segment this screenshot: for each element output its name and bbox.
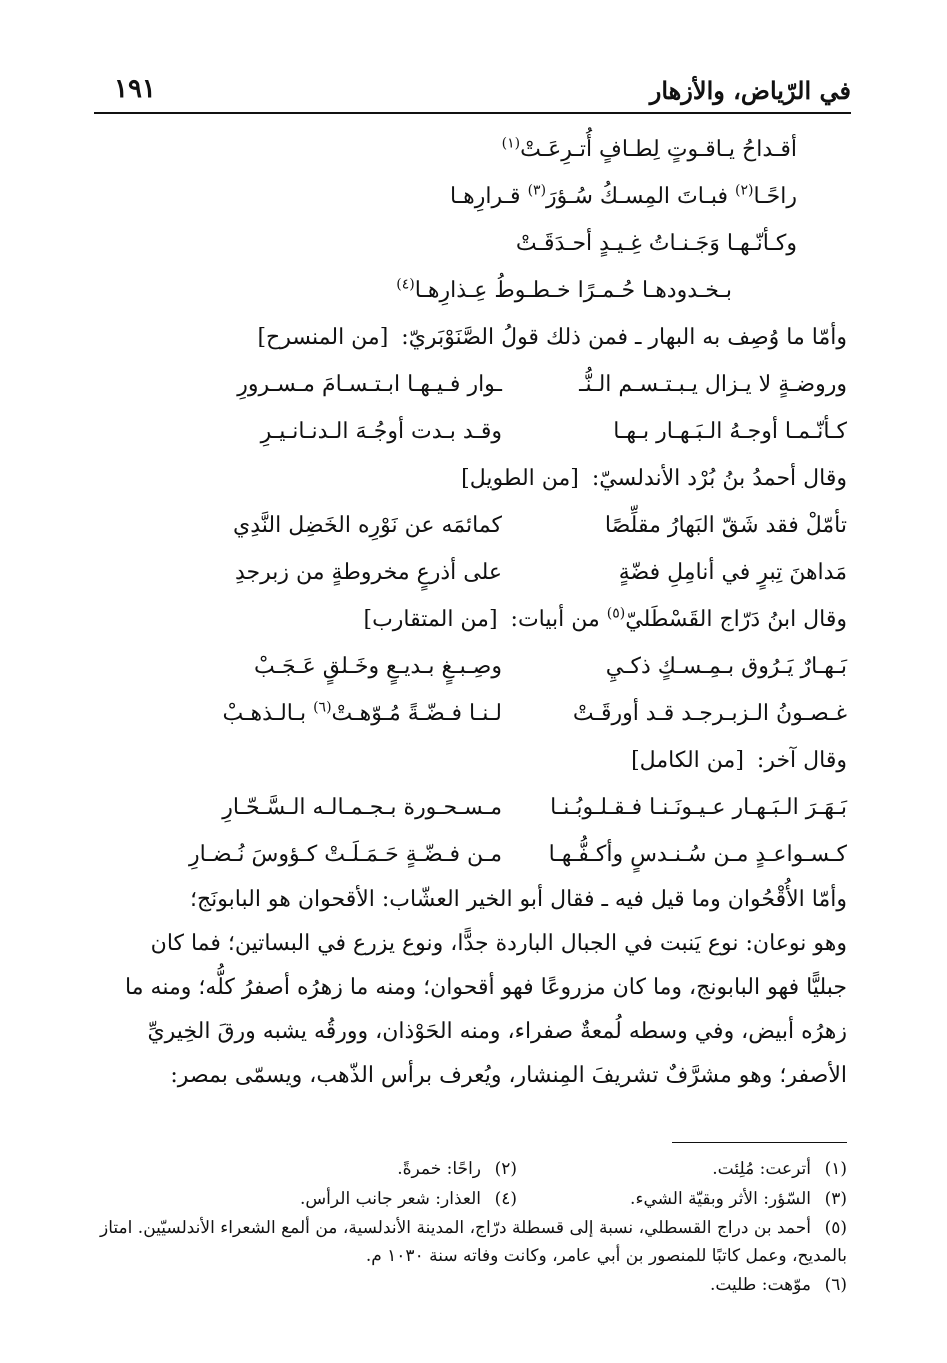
verse-text: راحًـا (753, 184, 797, 209)
footnote-row (100, 1270, 847, 1300)
verse-text: قـرارِهـا (449, 184, 528, 209)
verse-text: وكـأنّـهـا وَجَـنـاتُ غِـيـدٍ أحـدَقَـتْ (515, 231, 797, 256)
footnote-ref: (٥) (606, 605, 626, 622)
hemistich-second: مـن فـضّـةٍ حَـمَـلَـتْ كـؤوسَ نُـضـارِ (189, 842, 502, 867)
verse-text: أقـداحُ يـاقـوتٍ لِطـافٍ أُتـرِعَـتْ (520, 137, 797, 162)
hemistich-first: مَداهنَ تِبرٍ في أنامِلِ فضّةٍ (618, 560, 847, 585)
footnote (517, 1184, 847, 1214)
header-rule (94, 112, 851, 114)
couplet (100, 408, 847, 455)
couplet (100, 549, 847, 596)
footnote (187, 1154, 517, 1184)
verse-intro (100, 314, 847, 361)
hemistich-second: ـوار فـيـهـا ابـتـسـامَ مـسـرورِ (237, 372, 502, 397)
footnote-number: (٣) (824, 1189, 847, 1209)
footnote-ref: (٦) (313, 699, 332, 716)
footnote-text: السّؤر: الأثر وبقيّة الشيء. (630, 1189, 811, 1209)
intro-text: وأمّا ما وُصِف به البهار ـ فمن ذلك قولُ الصَّنَوْبَريّ: (401, 325, 847, 350)
verse-text: لـنـا فـضّـةً مُـوّهـتْ (331, 701, 502, 726)
hemistich-second: وقـد بـدت أوجُـهَ الـدنـانـيـرِ (260, 419, 502, 444)
verse-text: بـخـدودهـا حُـمـرًا خـطـوطُ عِـذارِهـا (414, 278, 732, 303)
footnote-text: أحمد بن دراج القسطلي، نسبة إلى قسطلة درّاج، المدينة الأندلسية، من ألمع الشعراء الأندلسيّين. امتاز بالمديح، وعمل كاتبًا للمنصور بن أبي عامر، وكانت وفاته سنة ١٠٣٠ م. (100, 1218, 847, 1266)
verse-line (100, 267, 847, 314)
couplet (100, 784, 847, 831)
footnote-row (100, 1184, 847, 1214)
hemistich-second: مـسـحـورة بـجـمـالـه الـسَّـحّـارِ (222, 795, 502, 820)
footnote (517, 1154, 847, 1184)
prose-line: زهرُه أبيض، وفي وسطه لُمعةٌ صفراء، ومنه الحَوْذان، وورقُه يشبه ورقَ الخِيريِّ (147, 1019, 847, 1044)
verse-text: بـالـذهـبْ (222, 701, 314, 726)
footnote-ref: (١) (501, 135, 521, 152)
footnote-number: (٢) (494, 1159, 517, 1179)
hemistich-first: تأمّلْ فقد شَقّ البَهارُ مقلِّصًا (604, 513, 847, 538)
footnote-number: (٦) (824, 1275, 847, 1295)
hemistich-second: وصِـبـغٍ بـديـعٍ وخَـلقٍ عَـجَـبْ (253, 654, 502, 679)
intro-text: وقال ابنُ دَرّاج القَسْطَليّ (625, 607, 847, 632)
footnotes (100, 1154, 847, 1300)
meter-label: [من المنسرح] (257, 325, 389, 350)
couplet (100, 831, 847, 878)
hemistich-first: بَـهـارٌ يَـرُوق بـمِـسـكٍ ذكـيِ (605, 654, 847, 679)
couplet (100, 690, 847, 737)
page-number: ١٩١ (114, 74, 156, 104)
couplet (100, 502, 847, 549)
verse-line (100, 126, 847, 173)
footnote-number: (٤) (494, 1189, 517, 1209)
footnote-ref: (٢) (735, 182, 754, 199)
footnote-number: (٥) (824, 1218, 847, 1238)
footnote (187, 1184, 517, 1214)
intro-text: من أبيات: (510, 607, 607, 632)
footnote-text: العذار: شعر جانب الرأس. (300, 1189, 481, 1209)
meter-label: [من المتقارب] (363, 607, 498, 632)
prose-paragraph (100, 878, 847, 1098)
verse-intro (100, 596, 847, 643)
footnote (100, 1214, 847, 1270)
meter-label: [من الكامل] (631, 748, 744, 773)
verse-intro (100, 737, 847, 784)
prose-line: جبليًّا فهو البابونج، وما كان مزروعًا فهو أقحوان؛ ومنه ما زهرُه أصفرُ كلُّه؛ ومنه ما (125, 975, 847, 1000)
hemistich-first: كـأنّـمـا أوجـهُ الـبَـهـار بـهـا (613, 419, 847, 444)
hemistich-first: وروضـةٍ لا يـزال يـبـتـسـم الـنُّـ (579, 372, 847, 397)
hemistich-first: كـسـواعـدٍ مـن سُـنـدسٍ وأكـفُّـهـا (548, 842, 847, 867)
footnote-text: أترعت: مُلِئت. (712, 1159, 811, 1179)
verse-line (100, 173, 847, 220)
prose-line: الأصفر؛ وهو مشرَّفٌ تشريفَ المِنشار، ويُعرف برأس الذّهب، ويسمّى بمصر: (170, 1063, 847, 1088)
intro-text: وقال آخر: (756, 748, 847, 773)
footnote-ref: (٤) (396, 276, 415, 293)
hemistich-second (202, 690, 502, 737)
prose-line: وهو نوعان: نوع يَنبت في الجبال الباردة جدًّا، ونوع يزرع في البساتين؛ فما كان (150, 931, 847, 956)
running-title: في الرّياض، والأزهار (649, 76, 851, 105)
footnote-text: موّهت: طليت. (709, 1275, 811, 1295)
verse-line (100, 220, 847, 267)
hemistich-first: غـصـونُ الـزبـرجـد قـد أورقَـتْ (572, 701, 847, 726)
footnote-number: (١) (824, 1159, 847, 1179)
meter-label: [من الطويل] (461, 466, 579, 491)
intro-text: وقال أحمدُ بنُ بُرْد الأندلسيّ: (591, 466, 847, 491)
main-text (100, 126, 847, 1098)
prose-line: وأمّا الأُقْحُوان وما قيل فيه ـ فقال أبو الخير العشّاب: الأقحوان هو البابونَج؛ (189, 887, 847, 912)
footnote (517, 1270, 847, 1300)
verse-intro (100, 455, 847, 502)
couplet (100, 361, 847, 408)
footnote-rule (672, 1142, 847, 1143)
hemistich-second: كمائمَه عن نَوْرِه الخَضِل النَّدِي (233, 513, 502, 538)
couplet (100, 643, 847, 690)
footnote-row (100, 1154, 847, 1184)
page-header (96, 66, 851, 112)
hemistich-second: على أذرعٍ مخروطةٍ من زبرجدِ (235, 560, 502, 585)
footnote-ref: (٣) (527, 182, 547, 199)
hemistich-first: بَـهَـرَ الـبَـهـار عـيـونَـنـا فـقـلـوبُـنـا (550, 795, 847, 820)
verse-text: فبـاتَ المِسـكُ سُـؤرَ (546, 184, 736, 209)
footnote-text: راحًا: خمرةً. (397, 1159, 481, 1179)
